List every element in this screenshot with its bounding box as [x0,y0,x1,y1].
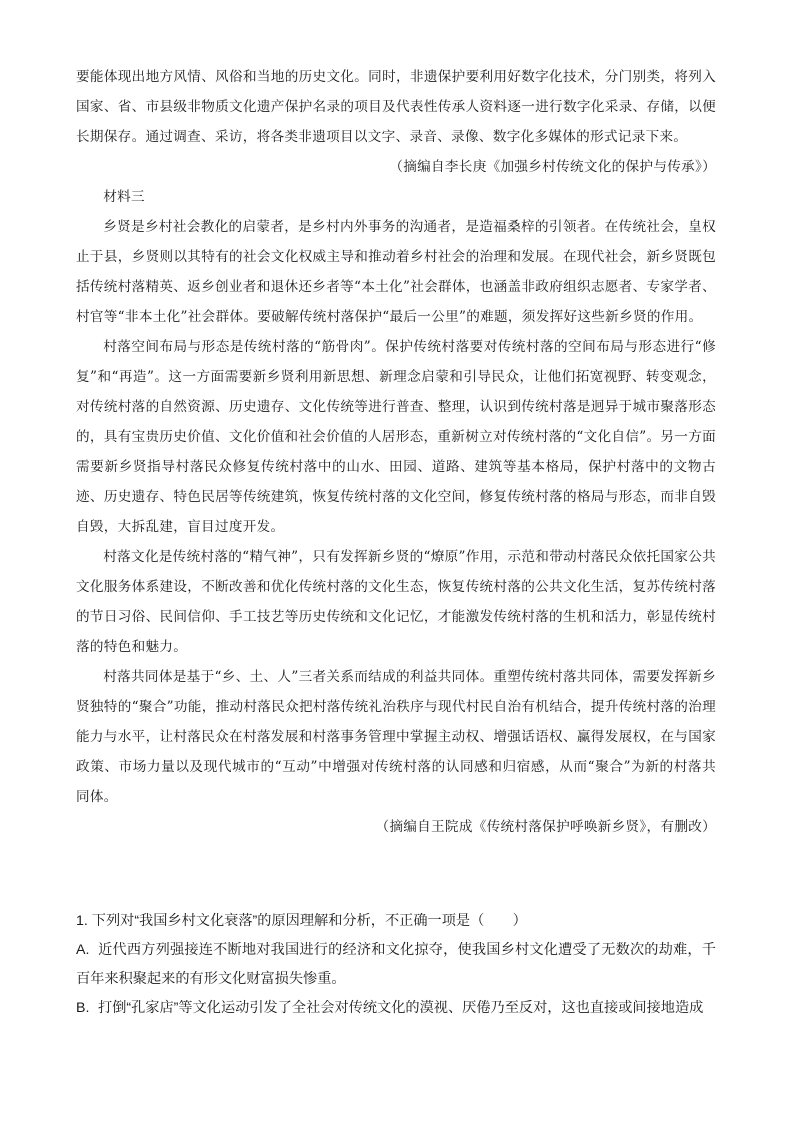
material-three-paragraph-3: 村落文化是传统村落的“精气神”，只有发挥新乡贤的“燎原”作用，示范和带动村落民众依托国家公共文化服务体系建设，不断改善和优化传统村落的文化生态，恢复传统村落的公共文化生活，复苏传统村落的节日习俗、民间信仰、手工技艺等历史传统和文化记忆，才能激发传统村落的生机和活力，彰显传统村落的特色和魅力。 [76,549,716,655]
option-a-text: 近代西方列强接连不断地对我国进行的经济和文化掠夺，使我国乡村文化遭受了无数次的劫难，千百年来积聚起来的有形文化财富损失惨重。 [76,942,716,987]
material-three-paragraph-1: 乡贤是乡村社会教化的启蒙者，是乡村内外事务的沟通者，是造福桑梓的引领者。在传统社会，皇权止于县，乡贤则以其特有的社会文化权威主导和推动着乡村社会的治理和发展。在现代社会，新乡贤既包括传统村落精英、返乡创业者和退休还乡者等“本土化”社会群体，也涵盖非政府组织志愿者、专家学者、村官等“非本土化”社会群体。要破解传统村落保护“最后一公里”的难题，须发挥好这些新乡贤的作用。 [76,219,716,325]
option-b-label: B. [76,1000,90,1016]
material-two-tail-paragraph: 要能体现出地方风情、风俗和当地的历史文化。同时，非遗保护要利用好数字化技术，分门别类，将列入国家、省、市县级非物质文化遗产保护名录的项目及代表性传承人资料逐一进行数字化采录、存储，以便长期保存。通过调查、采访，将各类非遗项目以文字、录音、录像、数字化多媒体的形式记录下来。 [76,69,716,145]
reading-material [76,62,716,842]
material-two-source: （摘编自李长庚《加强乡村传统文化的保护与传承》） [389,159,716,175]
material-three-heading: 材料三 [103,189,145,205]
question-1-option-a[interactable] [76,936,716,994]
option-b-text: 打倒“孔家店”等文化运动引发了全社会对传统文化的漠视、厌倦乃至反对，这也直接或间接地造成 [98,1000,704,1016]
question-section [76,907,716,1023]
question-1-stem: 1. 下列对“我国乡村文化衰落”的原因理解和分析，不正确一项是（ ） [76,913,527,929]
material-three-paragraph-2: 村落空间布局与形态是传统村落的“筋骨肉”。保护传统村落要对传统村落的空间布局与形态进行“修复”和“再造”。这一方面需要新乡贤利用新思想、新理念启蒙和引导民众，让他们拓宽视野、转变观念，对传统村落的自然资源、历史遗存、文化传统等进行普查、整理，认识到传统村落是迥异于城市聚落形态的，具有宝贵历史价值、文化价值和社会价值的人居形态，重新树立对传统村落的“文化自信”。另一方面需要新乡贤指导村落民众修复传统村落中的山水、田园、道路、建筑等基本格局，保护村落中的文物古迹、历史遗存、特色民居等传统建筑，恢复传统村落的文化空间，修复传统村落的格局与形态，而非自毁自毁，大拆乱建，盲目过度开发。 [76,339,716,535]
question-1-option-b[interactable] [76,994,716,1023]
option-a-label: A. [76,942,90,958]
material-three-source: （摘编自王院成《传统村落保护呼唤新乡贤》，有删改） [375,819,716,835]
material-three-paragraph-4: 村落共同体是基于“乡、土、人”三者关系而结成的利益共同体。重塑传统村落共同体，需要发挥新乡贤独特的“聚合”功能，推动村落民众把村落传统礼治秩序与现代村民自治有机结合，提升传统村落的治理能力与水平，让村落民众在村落发展和村落事务管理中掌握主动权、增强话语权、赢得发展权，在与国家政策、市场力量以及现代城市的“互动”中增强对传统村落的认同感和归宿感，从而“聚合”为新的村落共同体。 [76,669,716,805]
